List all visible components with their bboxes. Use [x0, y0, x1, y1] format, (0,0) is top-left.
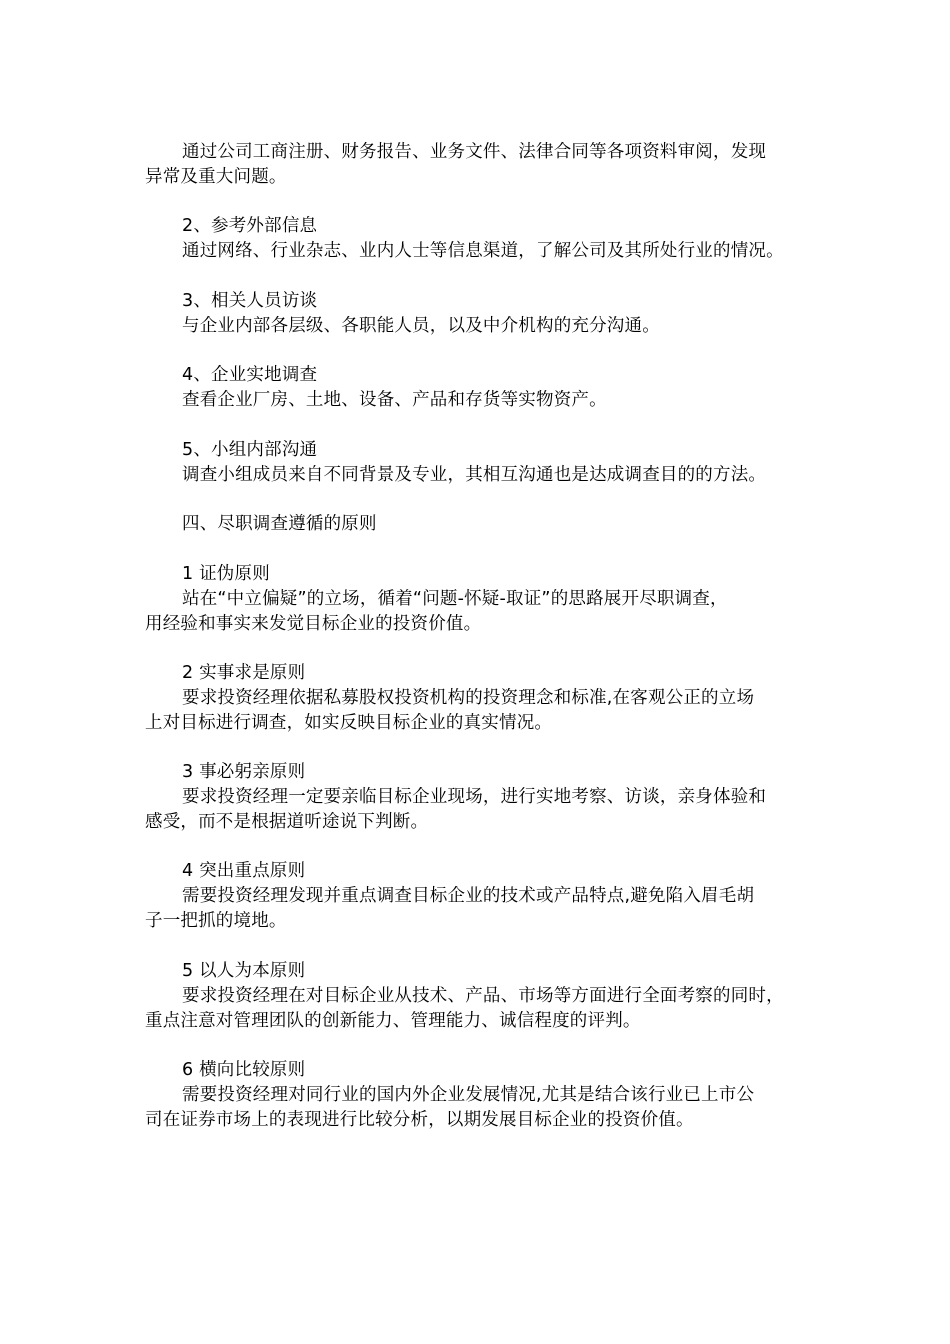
principle-3-heading: 3 事必躬亲原则 [182, 762, 306, 782]
intro-paragraph-line-1: 通过公司工商注册、财务报告、业务文件、法律合同等各项资料审阅，发现 [182, 142, 767, 162]
principle-2-text-line-2: 上对目标进行调查，如实反映目标企业的真实情况。 [145, 713, 553, 733]
method-3-heading: 3、相关人员访谈 [182, 291, 318, 311]
principle-2-heading: 2 实事求是原则 [182, 663, 306, 683]
principle-4-heading: 4 突出重点原则 [182, 861, 306, 881]
principle-6-text-line-1: 需要投资经理对同行业的国内外企业发展情况,尤其是结合该行业已上市公 [182, 1085, 755, 1105]
method-2-heading: 2、参考外部信息 [182, 216, 318, 236]
method-5-heading: 5、小组内部沟通 [182, 440, 318, 460]
section-heading: 四、尽职调查遵循的原则 [182, 514, 377, 534]
principle-3-text-line-1: 要求投资经理一定要亲临目标企业现场，进行实地考察、访谈，亲身体验和 [182, 787, 767, 807]
method-4-text: 查看企业厂房、土地、设备、产品和存货等实物资产。 [182, 390, 607, 410]
method-5-text: 调查小组成员来自不同背景及专业，其相互沟通也是达成调查目的的方法。 [182, 465, 767, 485]
principle-5-text-line-2: 重点注意对管理团队的创新能力、管理能力、诚信程度的评判。 [145, 1011, 641, 1031]
principle-1-heading: 1 证伪原则 [182, 564, 270, 584]
principle-1-text-line-2: 用经验和事实来发觉目标企业的投资价值。 [145, 614, 482, 634]
principle-2-text-line-1: 要求投资经理依据私募股权投资机构的投资理念和标准,在客观公正的立场 [182, 688, 755, 708]
principle-6-heading: 6 横向比较原则 [182, 1060, 306, 1080]
principle-4-text-line-1: 需要投资经理发现并重点调查目标企业的技术或产品特点,避免陷入眉毛胡 [182, 886, 755, 906]
method-3-text: 与企业内部各层级、各职能人员，以及中介机构的充分沟通。 [182, 316, 660, 336]
principle-1-text-line-1: 站在“中立偏疑”的立场，循着“问题-怀疑-取证”的思路展开尽职调查， [182, 589, 728, 609]
principle-3-text-line-2: 感受，而不是根据道听途说下判断。 [145, 812, 429, 832]
principle-5-text-line-1: 要求投资经理在对目标企业从技术、产品、市场等方面进行全面考察的同时， [182, 986, 784, 1006]
principle-5-heading: 5 以人为本原则 [182, 961, 306, 981]
principle-4-text-line-2: 子一把抓的境地。 [145, 911, 287, 931]
intro-paragraph-line-2: 异常及重大问题。 [145, 167, 287, 187]
principle-6-text-line-2: 司在证券市场上的表现进行比较分析，以期发展目标企业的投资价值。 [145, 1110, 694, 1130]
method-2-text: 通过网络、行业杂志、业内人士等信息渠道，了解公司及其所处行业的情况。 [182, 241, 784, 261]
method-4-heading: 4、企业实地调查 [182, 365, 318, 385]
